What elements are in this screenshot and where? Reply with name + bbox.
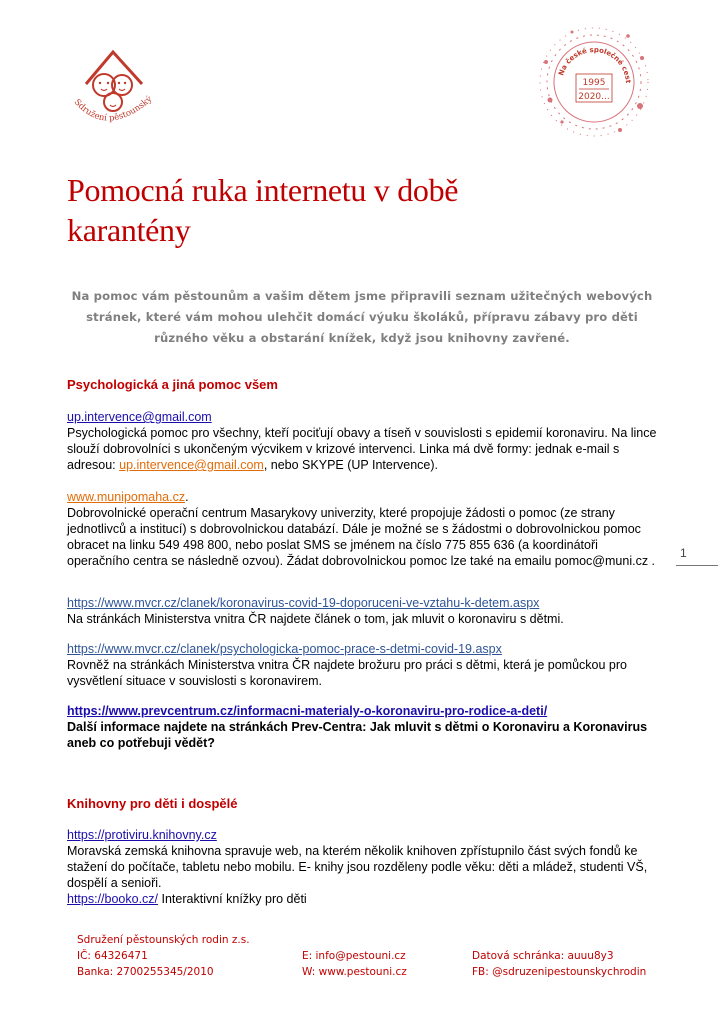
resource-entry — [67, 827, 657, 907]
resource-entry — [67, 595, 657, 627]
resource-description: Další informace najdete na stránkách Prev-Centra: Jak mluvit s dětmi o Koronaviru a Koronavirus aneb co potřebuji vědět? — [67, 720, 648, 750]
intro-paragraph: Na pomoc vám pěstounům a vašim dětem jsme připravili seznam užitečných webových stránek, které vám mohou ulehčit domácí výuku školáků, přípravu zábavy pro děti různého věku a obstarání knížek, když jsou knihovny zavřené. — [71, 289, 653, 345]
resource-link[interactable]: www.munipomaha.cz — [67, 490, 186, 504]
footer-email: E: info@pestouni.cz — [302, 950, 406, 962]
footer-ic: IČ: 64326471 — [77, 950, 148, 962]
resource-link[interactable]: https://www.mvcr.cz/clanek/psychologicka-pomoc-prace-s-detmi-covid-19.aspx — [67, 642, 502, 656]
footer-org: Sdružení pěstounských rodin z.s. — [77, 934, 250, 946]
footer-fb: FB: @sdruzenipestounskychrodin — [472, 966, 647, 978]
footer — [77, 932, 687, 980]
org-logo — [66, 40, 161, 135]
page-number: 1 — [680, 546, 687, 560]
resource-description: Dobrovolnické operační centrum Masarykovy univerzity, které propojuje žádosti o pomoc (ze strany jednotlivců a institucí) s dobrovolnickou databází. Dále je možné se s žádostmi o dobrovolnickou pomoc obracet na linku 549 498 800, nebo poslat SMS se jménem na číslo 775 855 636 (a koordinátoři operačního centra se následně ozvou). Žádat dobrovolnickou pomoc lze také na emailu pomoc@muni.cz . — [67, 506, 656, 568]
page-number-rule — [676, 565, 718, 566]
footer-datova: Datová schránka: auuu8y3 — [472, 950, 614, 962]
resource-entry — [67, 489, 657, 569]
footer-bank: Banka: 2700255345/2010 — [77, 966, 214, 978]
logo-year-start: 1995 — [582, 78, 606, 88]
section-title-books: Knihovny pro děti i dospělé — [67, 796, 238, 811]
resource-link[interactable]: https://www.mvcr.cz/clanek/koronavirus-covid-19-doporuceni-ve-vztahu-k-detem.aspx — [67, 596, 540, 610]
resource-link[interactable]: https://www.prevcentrum.cz/informacni-materialy-o-koronaviru-pro-rodice-a-deti/ — [67, 704, 548, 718]
resource-description: Moravská zemská knihovna spravuje web, na kterém několik knihoven zpřístupnilo část svých fondů ke stažení do počítače, tabletu nebo mobilu. E- knihy jsou rozděleny podle věku: děti a mládež, studenti VŠ, dospělí a senioři. — [67, 844, 648, 890]
resource-description: Rovněž na stránkách Ministerstva vnitra ČR najdete brožuru pro práci s dětmi, která je pomůckou pro vysvětlení situace v souvislosti s koronavirem. — [67, 658, 627, 688]
link-suffix: . — [185, 490, 189, 504]
resource-entry — [67, 703, 657, 751]
logo-right-text: Na české společné cest — [557, 45, 633, 84]
resource-entry — [67, 409, 657, 473]
resource-link-booko[interactable]: https://booko.cz/ — [67, 892, 159, 906]
resource-link[interactable]: https://protiviru.knihovny.cz — [67, 828, 217, 842]
page-title: Pomocná ruka internetu v době karantény — [67, 172, 459, 248]
resource-description-end: , nebo SKYPE (UP Intervence). — [263, 458, 438, 472]
inline-email-link[interactable]: up.intervence@gmail.com — [119, 458, 264, 472]
resource-description: Psychologická pomoc pro všechny, kteří pociťují obavy a tíseň v souvislosti s epidemií koronaviru. Na lince slouží dobrovolníci s ukončeným výcvikem v krizové intervenci. Linka má dvě formy: jednak e-mail s adresou: — [67, 426, 657, 472]
resource-description: Interaktivní knížky pro děti — [158, 892, 307, 906]
resource-description: Na stránkách Ministerstva vnitra ČR najdete článek o tom, jak mluvit o koronaviru s dětmi. — [67, 612, 564, 626]
resource-link[interactable]: up.intervence@gmail.com — [67, 410, 212, 424]
logo-left-text: Sdružení pěstounský — [71, 94, 155, 124]
anniversary-logo — [532, 22, 657, 142]
resource-entry — [67, 641, 657, 689]
section-title-psych: Psychologická a jiná pomoc všem — [67, 377, 278, 392]
logo-year-end: 2020... — [578, 92, 610, 102]
footer-web: W: www.pestouni.cz — [302, 966, 407, 978]
